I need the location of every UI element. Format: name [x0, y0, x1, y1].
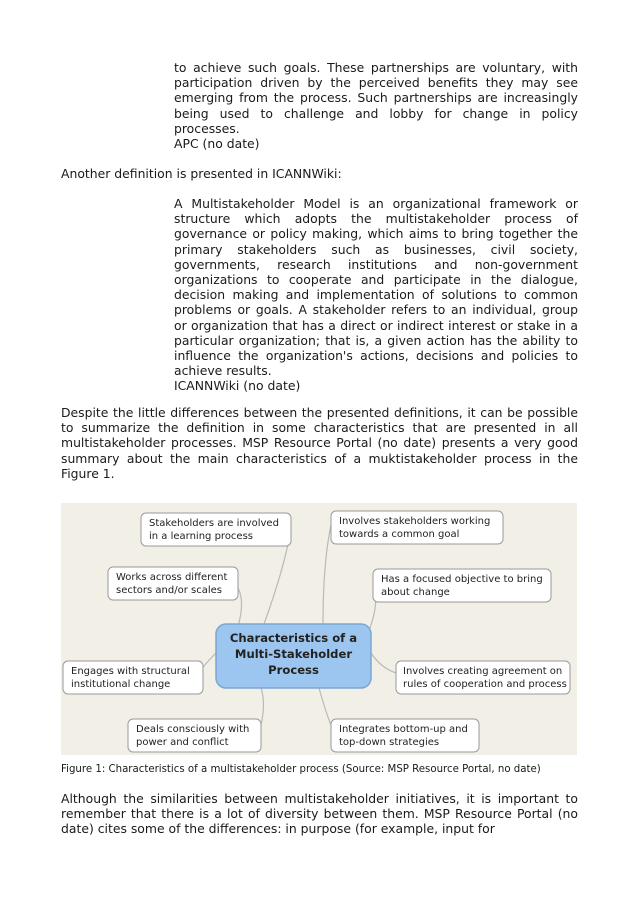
connector-agreement — [371, 653, 396, 673]
connector-strategies — [319, 688, 331, 725]
intro-icannwiki: Another definition is presented in ICANNWiki: — [61, 166, 342, 181]
connector-common-goal — [323, 525, 331, 624]
center-line1: Characteristics of a — [229, 631, 358, 645]
node-learning-line2: in a learning process — [149, 531, 254, 542]
node-sectors-line2: sectors and/or scales — [116, 585, 222, 596]
node-strategies-line1: Integrates bottom-up and — [339, 724, 468, 735]
quote-icannwiki-text: A Multistakeholder Model is an organizational framework or structure which adopts the multistakeholder process of governance or policy making, which aims to bring together the primary stakeholders such as businesses, civil society, governments, research institutions and non-government organizations to cooperate and participate in the dialogue, decision making and implementation of solutions to common problems or goals. A stakeholder refers to an individual, group or organization that has a direct or indirect interest or stake in a particular organization; that is, a given action has the ability to influence the organization's actions, decisions and policies to achieve results. — [174, 196, 578, 379]
figure-caption: Figure 1: Characteristics of a multistakeholder process (Source: MSP Resource Portal, no date) — [61, 764, 541, 775]
node-structural-line2: institutional change — [71, 679, 171, 690]
node-sectors — [108, 567, 238, 600]
node-power-line1: Deals consciously with — [136, 724, 250, 735]
node-focused-line1: Has a focused objective to bring — [381, 574, 543, 585]
summary-paragraph: Despite the little differences between the presented definitions, it can be possible to summarize the definition in some characteristics that are presented in all multistakeholder processes. MSP Resource Portal (no date) presents a very good summary about the main characteristics of a muktistakeholder process in the Figure 1. — [61, 405, 578, 481]
node-agreement — [396, 661, 570, 694]
node-strategies-line2: top-down strategies — [339, 737, 440, 748]
node-common-goal-line1: Involves stakeholders working — [339, 516, 491, 527]
node-agreement-line2: rules of cooperation and process — [403, 679, 567, 690]
node-common-goal — [331, 511, 503, 544]
diversity-paragraph: Although the similarities between multistakeholder initiatives, it is important to remember that there is a lot of diversity between them. MSP Resource Portal (no date) cites some of the differences: in purpose (for example, input for — [61, 791, 578, 837]
mindmap-svg — [61, 503, 577, 755]
node-center — [216, 624, 371, 688]
node-agreement-line1: Involves creating agreement on — [403, 666, 563, 677]
node-common-goal-line2: towards a common goal — [339, 529, 460, 540]
quote-apc-text: to achieve such goals. These partnerships are voluntary, with participation driven by the perceived benefits they may see emerging from the process. Such partnerships are increasingly being used to challenge and lobby for change in policy processes. — [174, 60, 578, 136]
quote-icannwiki — [174, 196, 578, 394]
quote-icannwiki-source: ICANNWiki (no date) — [174, 378, 301, 394]
node-power — [128, 719, 261, 752]
node-structural — [63, 661, 203, 694]
node-strategies — [331, 719, 479, 752]
quote-apc-source: APC (no date) — [174, 136, 260, 152]
center-line3: Process — [268, 663, 319, 677]
node-learning — [141, 513, 291, 546]
node-learning-line1: Stakeholders are involved — [149, 518, 279, 529]
node-sectors-line1: Works across different — [116, 572, 228, 583]
node-power-line2: power and conflict — [136, 737, 229, 748]
quote-apc — [174, 60, 578, 151]
node-focused — [373, 569, 551, 602]
center-line2: Multi-Stakeholder — [234, 647, 353, 661]
node-structural-line1: Engages with structural — [71, 666, 190, 677]
connector-power — [261, 688, 264, 725]
figure-mindmap — [61, 503, 577, 755]
node-focused-line2: about change — [381, 587, 450, 598]
